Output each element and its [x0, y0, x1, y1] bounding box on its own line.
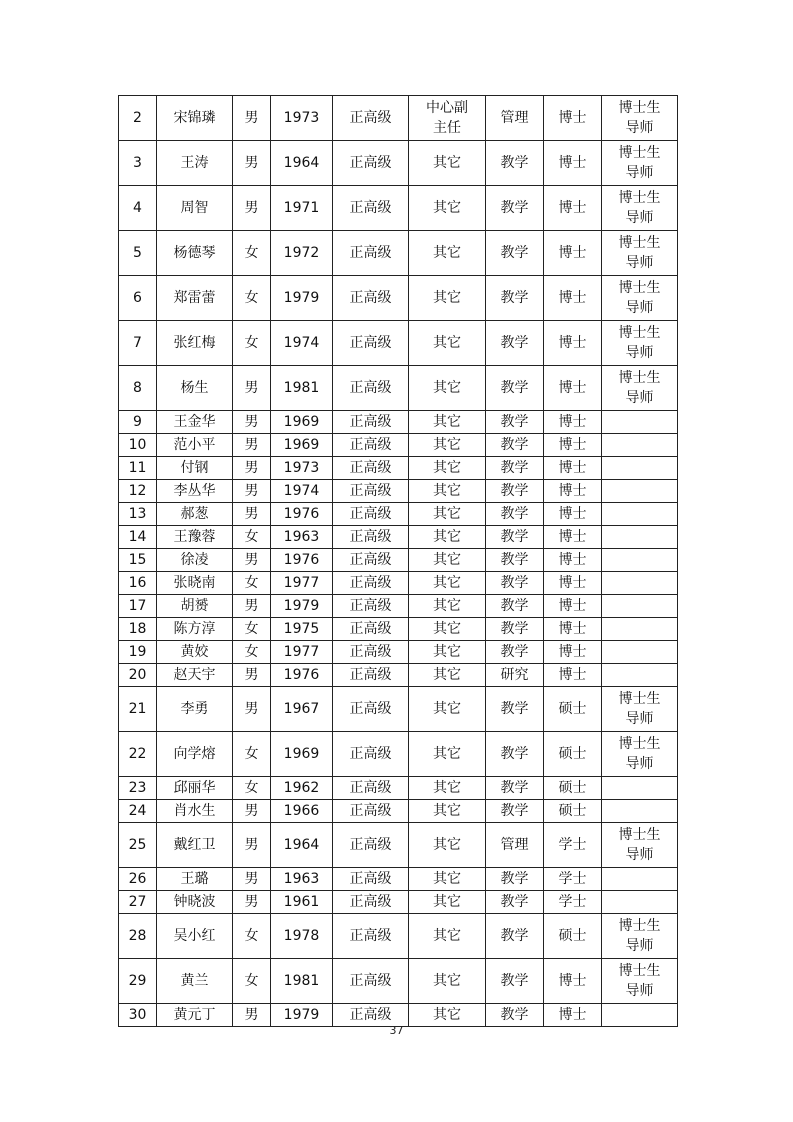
- table-cell: [602, 549, 678, 572]
- table-cell: 1963: [271, 868, 333, 891]
- table-cell: 教学: [486, 480, 544, 503]
- table-cell: 男: [233, 186, 271, 231]
- table-cell: 1966: [271, 800, 333, 823]
- table-cell: 学士: [544, 823, 602, 868]
- table-cell: 范小平: [157, 434, 233, 457]
- table-cell: 教学: [486, 732, 544, 777]
- table-cell: 正高级: [333, 687, 409, 732]
- table-cell: 博士生 导师: [602, 321, 678, 366]
- table-row: [119, 434, 678, 457]
- table-cell: 博士: [544, 321, 602, 366]
- table-cell: 博士: [544, 595, 602, 618]
- table-cell: 3: [119, 141, 157, 186]
- table-cell: 其它: [409, 141, 486, 186]
- table-cell: 教学: [486, 141, 544, 186]
- table-cell: [602, 480, 678, 503]
- table-cell: 12: [119, 480, 157, 503]
- table-cell: 2: [119, 96, 157, 141]
- table-cell: 其它: [409, 732, 486, 777]
- table-cell: 张晓南: [157, 572, 233, 595]
- table-row: [119, 321, 678, 366]
- table-cell: 1981: [271, 959, 333, 1004]
- table-cell: 1976: [271, 503, 333, 526]
- table-row: [119, 549, 678, 572]
- table-cell: 1964: [271, 141, 333, 186]
- table-cell: 吴小红: [157, 914, 233, 959]
- table-cell: 24: [119, 800, 157, 823]
- table-cell: 1969: [271, 411, 333, 434]
- table-cell: 博士生 导师: [602, 96, 678, 141]
- table-cell: 1969: [271, 732, 333, 777]
- table-cell: 其它: [409, 503, 486, 526]
- table-cell: 其它: [409, 687, 486, 732]
- table-cell: 博士: [544, 618, 602, 641]
- table-cell: 其它: [409, 572, 486, 595]
- table-cell: 学士: [544, 891, 602, 914]
- table-cell: 男: [233, 687, 271, 732]
- table-cell: 博士: [544, 231, 602, 276]
- table-cell: [602, 595, 678, 618]
- table-cell: 教学: [486, 321, 544, 366]
- table-cell: 正高级: [333, 572, 409, 595]
- table-cell: 其它: [409, 276, 486, 321]
- table-cell: 16: [119, 572, 157, 595]
- table-cell: 女: [233, 641, 271, 664]
- table-cell: 教学: [486, 868, 544, 891]
- table-cell: 19: [119, 641, 157, 664]
- table-row: [119, 572, 678, 595]
- table-cell: 其它: [409, 186, 486, 231]
- table-cell: 男: [233, 595, 271, 618]
- table-cell: 博士: [544, 480, 602, 503]
- table-cell: 26: [119, 868, 157, 891]
- table-cell: 其它: [409, 480, 486, 503]
- table-cell: 博士: [544, 411, 602, 434]
- table-cell: 其它: [409, 457, 486, 480]
- table-cell: [602, 800, 678, 823]
- table-cell: 男: [233, 96, 271, 141]
- table-cell: 博士生 导师: [602, 231, 678, 276]
- table-cell: 正高级: [333, 231, 409, 276]
- table-cell: 肖水生: [157, 800, 233, 823]
- table-cell: 研究: [486, 664, 544, 687]
- table-row: [119, 96, 678, 141]
- table-cell: 博士: [544, 549, 602, 572]
- table-row: [119, 868, 678, 891]
- table-cell: 正高级: [333, 777, 409, 800]
- table-cell: 其它: [409, 366, 486, 411]
- table-cell: 1974: [271, 480, 333, 503]
- table-cell: [602, 526, 678, 549]
- table-cell: 30: [119, 1004, 157, 1027]
- table-cell: 女: [233, 572, 271, 595]
- table-cell: [602, 664, 678, 687]
- staff-table: [118, 95, 678, 1027]
- table-row: [119, 503, 678, 526]
- table-cell: 25: [119, 823, 157, 868]
- table-row: [119, 186, 678, 231]
- table-cell: 其它: [409, 1004, 486, 1027]
- table-cell: 博士生 导师: [602, 276, 678, 321]
- table-cell: 男: [233, 1004, 271, 1027]
- table-cell: 博士: [544, 141, 602, 186]
- table-cell: 正高级: [333, 823, 409, 868]
- table-cell: 教学: [486, 503, 544, 526]
- table-cell: 黄元丁: [157, 1004, 233, 1027]
- table-cell: 正高级: [333, 526, 409, 549]
- table-cell: 男: [233, 434, 271, 457]
- table-cell: 博士生 导师: [602, 959, 678, 1004]
- table-cell: 27: [119, 891, 157, 914]
- table-cell: 女: [233, 959, 271, 1004]
- table-cell: 博士: [544, 572, 602, 595]
- table-cell: 其它: [409, 868, 486, 891]
- table-cell: 男: [233, 800, 271, 823]
- table-cell: 博士: [544, 434, 602, 457]
- table-cell: [602, 503, 678, 526]
- table-cell: 1962: [271, 777, 333, 800]
- table-cell: 男: [233, 503, 271, 526]
- table-cell: 教学: [486, 457, 544, 480]
- table-cell: 男: [233, 891, 271, 914]
- table-cell: 教学: [486, 1004, 544, 1027]
- table-cell: 教学: [486, 891, 544, 914]
- table-cell: 博士: [544, 186, 602, 231]
- table-cell: 1975: [271, 618, 333, 641]
- table-cell: 其它: [409, 231, 486, 276]
- table-cell: 1973: [271, 457, 333, 480]
- table-cell: 博士: [544, 959, 602, 1004]
- table-cell: 正高级: [333, 891, 409, 914]
- table-cell: 硕士: [544, 687, 602, 732]
- table-cell: 王金华: [157, 411, 233, 434]
- table-cell: 教学: [486, 276, 544, 321]
- table-cell: 其它: [409, 595, 486, 618]
- table-cell: 5: [119, 231, 157, 276]
- table-cell: 教学: [486, 914, 544, 959]
- table-row: [119, 276, 678, 321]
- table-row: [119, 480, 678, 503]
- table-cell: 正高级: [333, 800, 409, 823]
- table-cell: 14: [119, 526, 157, 549]
- table-cell: 教学: [486, 231, 544, 276]
- table-cell: 男: [233, 664, 271, 687]
- table-cell: 其它: [409, 891, 486, 914]
- table-cell: 女: [233, 276, 271, 321]
- table-cell: 赵天宇: [157, 664, 233, 687]
- table-cell: 正高级: [333, 480, 409, 503]
- table-cell: 黄兰: [157, 959, 233, 1004]
- table-cell: 1967: [271, 687, 333, 732]
- table-cell: 正高级: [333, 732, 409, 777]
- table-cell: 戴红卫: [157, 823, 233, 868]
- table-row: [119, 366, 678, 411]
- table-cell: 张红梅: [157, 321, 233, 366]
- table-cell: [602, 434, 678, 457]
- table-cell: 教学: [486, 800, 544, 823]
- table-cell: 正高级: [333, 186, 409, 231]
- table-cell: 13: [119, 503, 157, 526]
- table-cell: 教学: [486, 186, 544, 231]
- table-cell: 男: [233, 480, 271, 503]
- table-cell: [602, 777, 678, 800]
- table-cell: 1971: [271, 186, 333, 231]
- table-cell: 1969: [271, 434, 333, 457]
- table-cell: 其它: [409, 823, 486, 868]
- table-cell: 8: [119, 366, 157, 411]
- table-cell: 其它: [409, 800, 486, 823]
- table-cell: 硕士: [544, 800, 602, 823]
- table-row: [119, 891, 678, 914]
- table-cell: 黄姣: [157, 641, 233, 664]
- table-cell: 正高级: [333, 549, 409, 572]
- table-cell: 17: [119, 595, 157, 618]
- table-cell: 1977: [271, 572, 333, 595]
- table-cell: 男: [233, 141, 271, 186]
- table-cell: 杨生: [157, 366, 233, 411]
- table-cell: 博士: [544, 503, 602, 526]
- table-cell: 教学: [486, 549, 544, 572]
- table-cell: 1979: [271, 276, 333, 321]
- table-cell: 1979: [271, 1004, 333, 1027]
- table-cell: 1976: [271, 664, 333, 687]
- table-cell: 杨德琴: [157, 231, 233, 276]
- table-row: [119, 687, 678, 732]
- table-row: [119, 618, 678, 641]
- table-cell: 陈方淳: [157, 618, 233, 641]
- table-cell: [602, 868, 678, 891]
- table-cell: 正高级: [333, 914, 409, 959]
- table-cell: 教学: [486, 572, 544, 595]
- table-cell: 博士: [544, 366, 602, 411]
- table-cell: 正高级: [333, 959, 409, 1004]
- table-cell: 1964: [271, 823, 333, 868]
- table-row: [119, 664, 678, 687]
- table-cell: 23: [119, 777, 157, 800]
- table-cell: 硕士: [544, 914, 602, 959]
- table-cell: 女: [233, 777, 271, 800]
- table-cell: 1977: [271, 641, 333, 664]
- table-cell: 1979: [271, 595, 333, 618]
- table-cell: 1974: [271, 321, 333, 366]
- table-cell: 正高级: [333, 503, 409, 526]
- table-cell: 男: [233, 411, 271, 434]
- table-cell: 博士: [544, 276, 602, 321]
- table-row: [119, 457, 678, 480]
- table-row: [119, 823, 678, 868]
- table-cell: 其它: [409, 959, 486, 1004]
- table-cell: 正高级: [333, 141, 409, 186]
- table-row: [119, 411, 678, 434]
- table-cell: 其它: [409, 549, 486, 572]
- table-cell: 男: [233, 457, 271, 480]
- table-cell: [602, 411, 678, 434]
- table-cell: 博士生 导师: [602, 366, 678, 411]
- table-cell: 28: [119, 914, 157, 959]
- table-cell: 博士: [544, 457, 602, 480]
- table-cell: 正高级: [333, 276, 409, 321]
- table-cell: 9: [119, 411, 157, 434]
- table-cell: 教学: [486, 641, 544, 664]
- table-cell: 宋锦璘: [157, 96, 233, 141]
- table-cell: 博士生 导师: [602, 914, 678, 959]
- table-cell: 教学: [486, 434, 544, 457]
- table-cell: 其它: [409, 321, 486, 366]
- table-cell: 其它: [409, 434, 486, 457]
- table-cell: 10: [119, 434, 157, 457]
- table-cell: 正高级: [333, 595, 409, 618]
- table-cell: 其它: [409, 411, 486, 434]
- table-cell: 徐凌: [157, 549, 233, 572]
- table-cell: 其它: [409, 664, 486, 687]
- table-cell: 21: [119, 687, 157, 732]
- table-row: [119, 777, 678, 800]
- table-cell: 正高级: [333, 1004, 409, 1027]
- table-row: [119, 800, 678, 823]
- table-cell: 王豫蓉: [157, 526, 233, 549]
- table-cell: 1976: [271, 549, 333, 572]
- table-cell: 29: [119, 959, 157, 1004]
- table-cell: 博士: [544, 96, 602, 141]
- table-cell: 正高级: [333, 868, 409, 891]
- table-cell: 18: [119, 618, 157, 641]
- table-cell: 1961: [271, 891, 333, 914]
- table-cell: 钟晓波: [157, 891, 233, 914]
- table-cell: 教学: [486, 777, 544, 800]
- table-row: [119, 595, 678, 618]
- table-cell: 女: [233, 231, 271, 276]
- table-cell: 博士生 导师: [602, 141, 678, 186]
- table-row: [119, 141, 678, 186]
- table-cell: 男: [233, 823, 271, 868]
- table-cell: 教学: [486, 959, 544, 1004]
- table-cell: 女: [233, 914, 271, 959]
- table-cell: 正高级: [333, 366, 409, 411]
- table-cell: 郝葱: [157, 503, 233, 526]
- table-cell: 李勇: [157, 687, 233, 732]
- table-cell: 正高级: [333, 457, 409, 480]
- table-cell: 1973: [271, 96, 333, 141]
- table-cell: 胡赟: [157, 595, 233, 618]
- table-cell: 正高级: [333, 664, 409, 687]
- table-cell: 教学: [486, 618, 544, 641]
- table-cell: 其它: [409, 618, 486, 641]
- table-cell: 教学: [486, 595, 544, 618]
- table-cell: 郑雷蕾: [157, 276, 233, 321]
- table-cell: 4: [119, 186, 157, 231]
- table-cell: 王璐: [157, 868, 233, 891]
- table-row: [119, 526, 678, 549]
- table-cell: 1972: [271, 231, 333, 276]
- table-cell: [602, 618, 678, 641]
- table-cell: 其它: [409, 641, 486, 664]
- page-number: 37: [389, 1024, 404, 1037]
- table-cell: 女: [233, 526, 271, 549]
- table-cell: 学士: [544, 868, 602, 891]
- table-cell: 李丛华: [157, 480, 233, 503]
- table-cell: 6: [119, 276, 157, 321]
- table-cell: 博士: [544, 1004, 602, 1027]
- table-cell: 男: [233, 549, 271, 572]
- table-cell: 男: [233, 868, 271, 891]
- table-cell: 男: [233, 366, 271, 411]
- table-cell: 正高级: [333, 321, 409, 366]
- table-cell: 11: [119, 457, 157, 480]
- table-cell: 1981: [271, 366, 333, 411]
- table-cell: 其它: [409, 526, 486, 549]
- table-cell: 正高级: [333, 96, 409, 141]
- table-cell: 中心副 主任: [409, 96, 486, 141]
- table-cell: 1963: [271, 526, 333, 549]
- table-cell: 正高级: [333, 641, 409, 664]
- table-cell: [602, 457, 678, 480]
- table-cell: 7: [119, 321, 157, 366]
- table-cell: 付钢: [157, 457, 233, 480]
- table-cell: 博士生 导师: [602, 687, 678, 732]
- table-cell: 向学熔: [157, 732, 233, 777]
- table-cell: 教学: [486, 687, 544, 732]
- table-row: [119, 914, 678, 959]
- table-cell: 博士生 导师: [602, 732, 678, 777]
- table-cell: 女: [233, 321, 271, 366]
- table-cell: 教学: [486, 366, 544, 411]
- table-body: [119, 96, 678, 1027]
- table-cell: 女: [233, 618, 271, 641]
- table-cell: 管理: [486, 96, 544, 141]
- table-row: [119, 231, 678, 276]
- table-row: [119, 959, 678, 1004]
- table-cell: 博士生 导师: [602, 823, 678, 868]
- table-cell: 博士生 导师: [602, 186, 678, 231]
- table-cell: 其它: [409, 914, 486, 959]
- table-cell: 20: [119, 664, 157, 687]
- table-cell: 管理: [486, 823, 544, 868]
- table-cell: 博士: [544, 641, 602, 664]
- table-cell: 周智: [157, 186, 233, 231]
- table-cell: 女: [233, 732, 271, 777]
- table-row: [119, 641, 678, 664]
- table-cell: 正高级: [333, 618, 409, 641]
- table-cell: 教学: [486, 526, 544, 549]
- table-cell: 其它: [409, 777, 486, 800]
- table-cell: 正高级: [333, 434, 409, 457]
- table-cell: 15: [119, 549, 157, 572]
- table-cell: 教学: [486, 411, 544, 434]
- table-cell: 硕士: [544, 777, 602, 800]
- table-row: [119, 732, 678, 777]
- table-cell: 1978: [271, 914, 333, 959]
- table-cell: 22: [119, 732, 157, 777]
- table-cell: [602, 891, 678, 914]
- table-cell: 王涛: [157, 141, 233, 186]
- table-cell: 博士: [544, 664, 602, 687]
- table-cell: [602, 572, 678, 595]
- table-cell: 邱丽华: [157, 777, 233, 800]
- table-cell: 博士: [544, 526, 602, 549]
- table-cell: 硕士: [544, 732, 602, 777]
- table-cell: [602, 641, 678, 664]
- table-cell: 正高级: [333, 411, 409, 434]
